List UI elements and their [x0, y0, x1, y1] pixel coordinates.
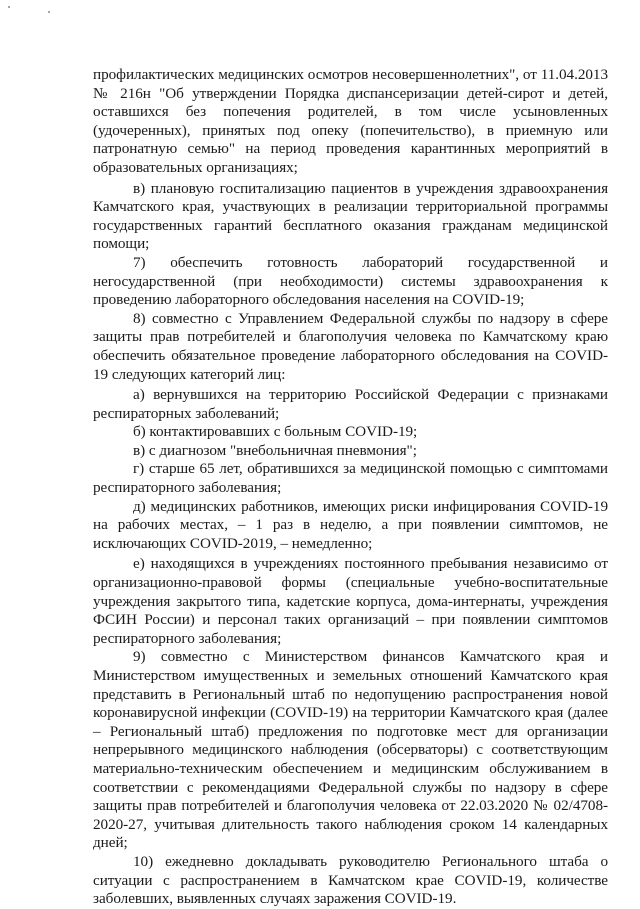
- paragraph-item-8: 8) совместно с Управлением Федеральной службы по надзору в сфере защиты прав потребителей и благополучия человека по Камчатскому краю обеспечить обязательное проведение лабораторного обследования на COVID-19 следующих категорий лиц:: [93, 309, 608, 383]
- paragraph-subitem-v: в) с диагнозом "внебольничная пневмония";: [133, 441, 417, 459]
- paragraph-subitem-e: е) находящихся в учреждениях постоянного пребывания независимо от организационно-правовой формы (специальные учебно-воспитательные учреждения закрытого типа, кадетские корпуса, дома-интернаты, учреждения ФСИН России) и персонал таких организаций – при появлении симптомов респираторного заболевания;: [93, 555, 608, 647]
- paragraph-subitem-a: а) вернувшихся на территорию Российской Федерации с признаками респираторных заболеваний;: [93, 386, 608, 422]
- paragraph-item-9: 9) совместно с Министерством финансов Камчатского края и Министерством имущественных и земельных отношений Камчатского края представить в Региональный штаб по недопущению распространения новой коронавирусной инфекции (COVID-19) на территории Камчатского края (далее – Региональный штаб) предложения по подготовке мест для организации непрерывного медицинского наблюдения (обсерваторы) с соответствующим материально-техническим обеспечением и медицинским обслуживанием в соответствии с рекомендациями Федеральной службы по надзору в сфере защиты прав потребителей и благополучия человека от 22.03.2020 № 02/4708-2020-27, учитывая длительность такого наблюдения сроком 14 календарных дней;: [93, 648, 608, 852]
- paragraph-intro: профилактических медицинских осмотров несовершеннолетних", от 11.04.2013 № 216н "Об утверждении Порядка диспансеризации детей-сирот и детей, оставшихся без попечения родителей, в том числе усыновленных (удочеренных), принятых под опеку (попечительство), в приемную или патронатную семью" на период проведения карантинных мероприятий в образовательных организациях;: [93, 66, 608, 176]
- paragraph-subitem-d: д) медицинских работников, имеющих риски инфицирования COVID-19 на рабочих местах, – 1 раз в неделю, а при появлении симптомов, не исключающих COVID-2019, – немедленно;: [93, 497, 608, 552]
- paragraph-subitem-g: г) старше 65 лет, обратившихся за медицинской помощью с симптомами респираторного заболевания;: [93, 460, 608, 497]
- paragraph-item-7: 7) обеспечить готовность лабораторий государственной и негосударственной (при необходимости) системы здравоохранения к проведению лабораторного обследования населения на COVID-19;: [93, 253, 608, 309]
- scan-speck: [8, 6, 10, 8]
- paragraph-item-v: в) плановую госпитализацию пациентов в учреждения здравоохранения Камчатского края, участвующих в реализации территориальной программы государственных гарантий бесплатного оказания гражданам медицинской помощи;: [93, 179, 608, 253]
- paragraph-subitem-b: б) контактировавших с больным COVID-19;: [133, 423, 418, 441]
- paragraph-item-10: 10) ежедневно докладывать руководителю Регионального штаба о ситуации с распространением в Камчатском крае COVID-19, количестве заболевших, выявленных случаях заражения COVID-19.: [93, 852, 608, 908]
- scan-speck: [48, 11, 50, 13]
